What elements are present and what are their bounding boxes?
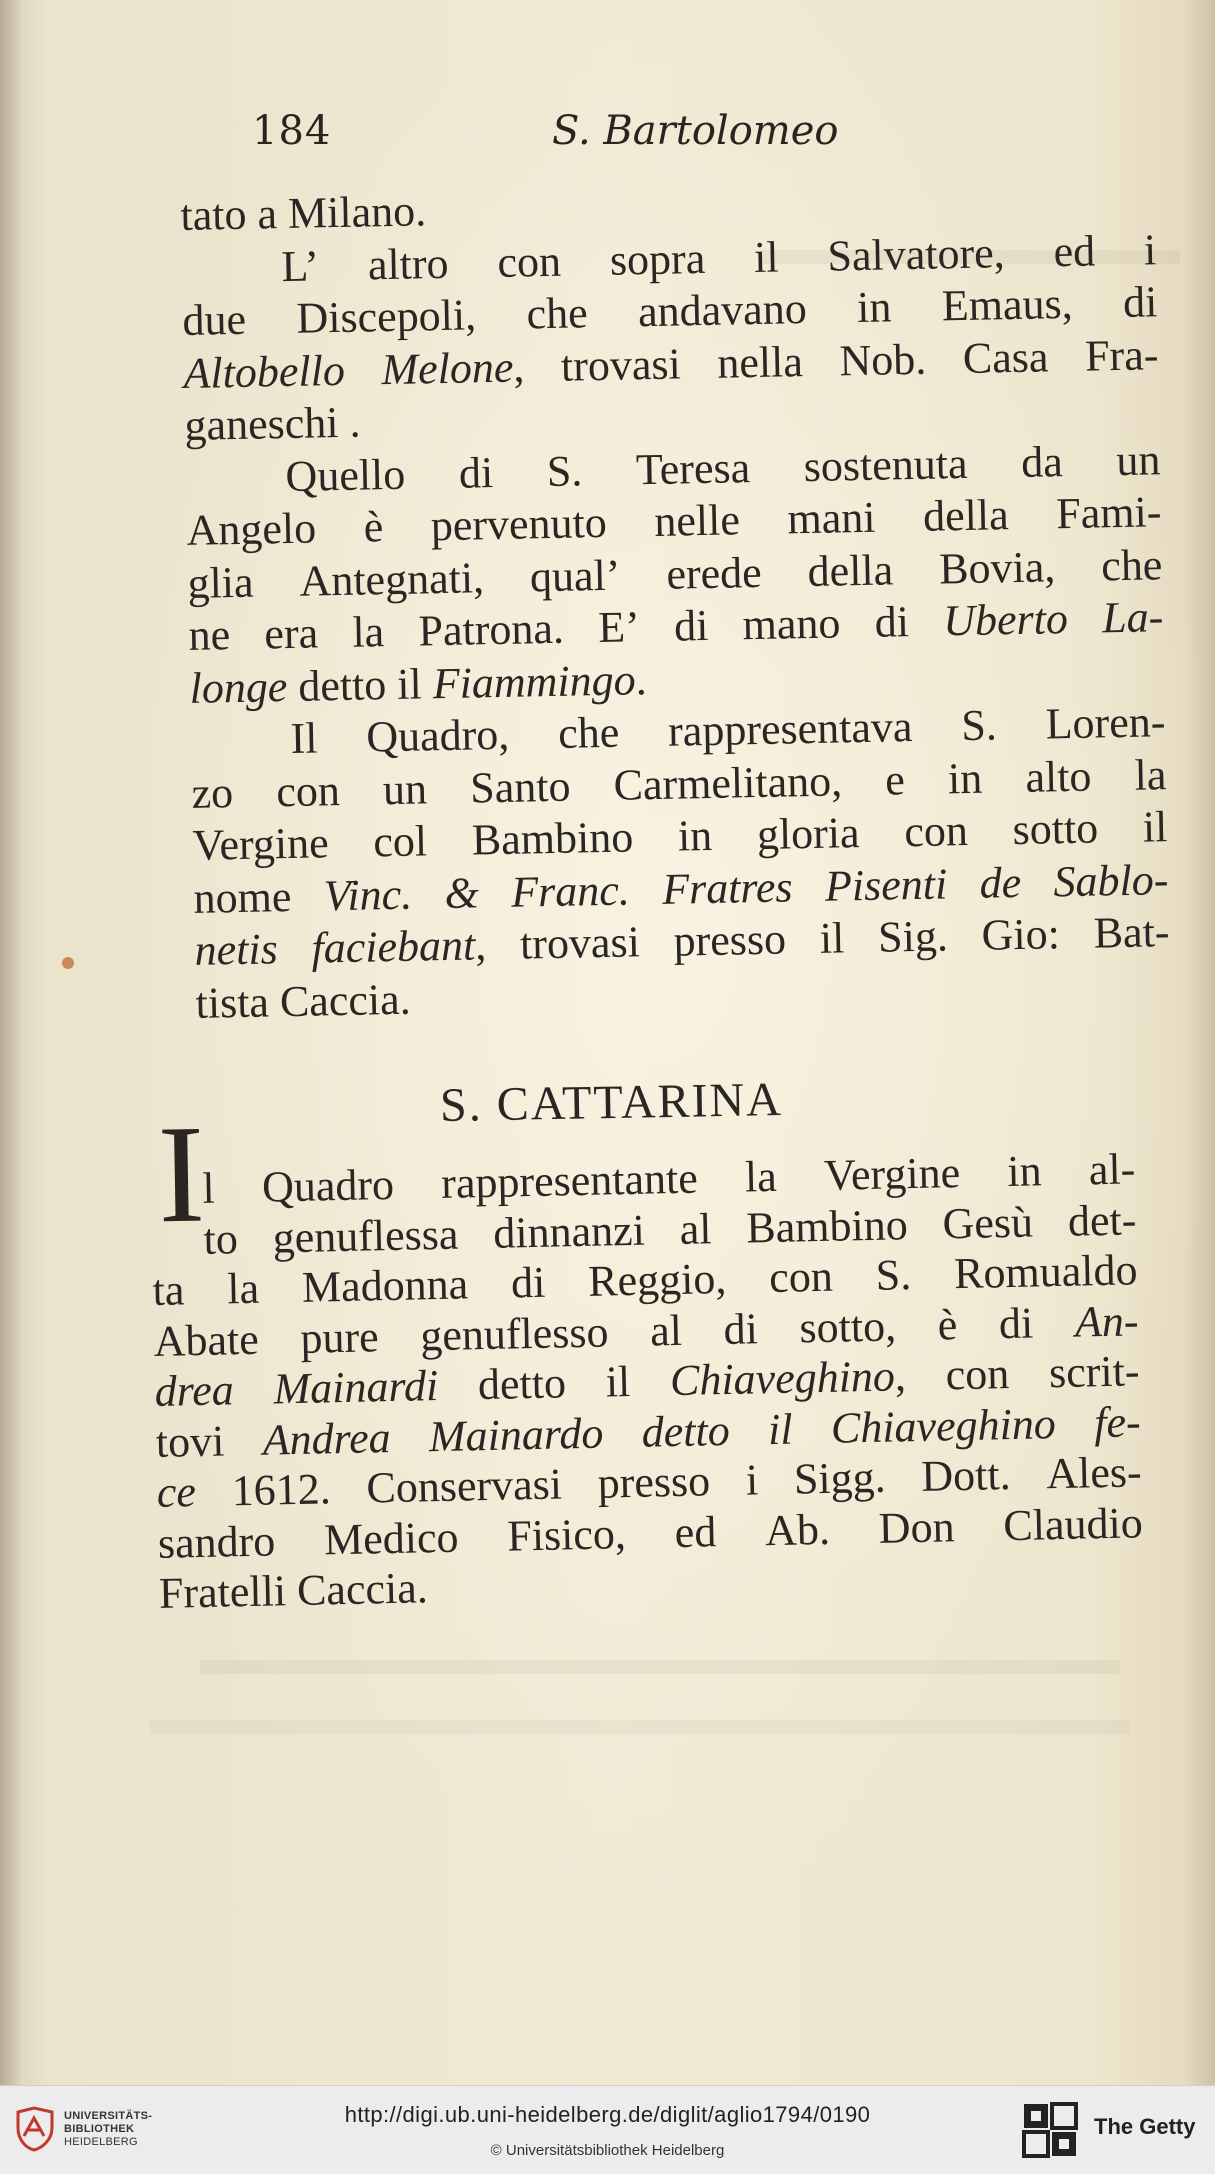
word: Teresa [635,442,751,494]
word: della [807,544,894,596]
word: , [993,227,1006,277]
word: della [922,490,1010,541]
word: mano [742,598,841,650]
word: a [256,189,278,239]
word: netis [194,924,279,975]
section-heading: S. CATTARINA [439,1073,784,1132]
word: , [894,1351,907,1401]
word: con [903,805,969,857]
word: Mainardi [273,1361,439,1414]
word: fe- [1093,1396,1142,1447]
word: la [744,1151,778,1202]
word: detto [297,659,387,711]
word: è [937,1299,958,1350]
word: che [526,288,589,339]
word: Claudio [1002,1497,1144,1550]
word: Dott. [920,1450,1012,1501]
word: Discepoli, [296,290,477,343]
word: con [945,1349,1010,1400]
word: di [998,1298,1034,1348]
word [827,227,1005,283]
word: che [557,707,620,758]
word: An- [1074,1295,1139,1347]
word: , [474,920,487,970]
word: tovi [155,1416,225,1467]
word: Chiaveghino [669,1351,896,1406]
word [381,341,525,396]
word: . [635,654,648,704]
word: il [396,658,423,709]
word: Quadro, [365,709,510,762]
word: Ab. [764,1504,831,1555]
word: da [1020,436,1064,487]
word: Romualdo [953,1245,1138,1299]
library-logo-line: BIBLIOTHEK [64,2123,135,2135]
word: Bovia, [938,541,1056,593]
word: al [649,1305,683,1356]
text-block-st-cattarina [150,1144,1144,1619]
word: di [673,600,709,651]
word: Quello [285,449,406,501]
word: con [275,765,341,816]
word: L’ [281,240,320,291]
library-logo-line: HEIDELBERG [64,2136,138,2148]
bleed-through-band [150,1700,1130,1734]
word: pure [299,1311,380,1363]
word: erede [665,547,763,599]
word: ganeschi [184,398,339,450]
word: nella [716,336,804,388]
getty-label[interactable]: The Getty [1094,2114,1196,2139]
library-logo-line: UNIVERSITÄTS- [64,2110,153,2122]
word: Fratres [661,861,793,914]
word: qual’ [529,550,621,601]
word: Fisico, [506,1508,627,1561]
word: Bat- [1093,907,1170,958]
word: faciebant [311,920,476,973]
word: de [979,857,1022,908]
word: Uberto [942,594,1069,646]
word: Gio: [981,909,1061,960]
word: i [745,1455,759,1505]
word: pervenuto [430,497,608,551]
word: in [677,810,713,861]
word: Sablo- [1053,854,1169,906]
word: Vergine [823,1148,961,1200]
running-head [252,108,1012,168]
word: Santo [469,761,571,813]
copyright-notice: © Universitätsbibliothek Heidelberg [490,2142,725,2159]
word: col [372,816,428,867]
word: ed [674,1506,717,1557]
word: rappresentante [440,1153,699,1208]
word: S. [875,1250,912,1300]
word: Emaus, [941,278,1074,331]
word: to [203,1213,239,1264]
word: Fratelli [158,1566,287,1618]
word: mani [787,492,876,544]
word: i [1143,224,1157,274]
page-number: 184 [252,108,332,154]
word: ed [1053,225,1096,276]
word: due [182,294,247,345]
word: detto [477,1358,567,1410]
text-block-st-bartolomeo [180,171,1171,1030]
word: con [496,236,562,287]
word: dinnanzi [492,1205,646,1258]
word: tato [180,189,247,240]
drop-cap: I [156,1096,206,1253]
word: Casa [962,331,1049,383]
word: Vinc. [323,869,413,920]
word: Madonna [301,1259,469,1312]
word: Sigg. [793,1452,887,1504]
word: Pisenti [824,858,948,911]
running-head-title: S. Bartolomeo [552,108,839,154]
viewer-footer [0,2085,1215,2174]
word: genuflessa [272,1209,459,1262]
word: Melone [380,342,514,394]
word: di [1122,277,1158,327]
word: che [1100,539,1163,590]
word: Fami- [1055,487,1162,539]
word: Abate [153,1314,260,1366]
word: sandro [157,1515,276,1568]
word: un [1115,434,1161,485]
word: al [679,1203,712,1254]
word: Conservasi [365,1459,563,1513]
word: Reggio, [587,1253,727,1306]
word: un [382,763,428,814]
word: presso [597,1456,711,1508]
permalink-url[interactable]: http://digi.ub.uni-heidelberg.de/diglit/aglio1794/0190 [344,2102,871,2127]
word: detto [641,1405,731,1457]
word: la [226,1263,260,1314]
word: sotto, [798,1300,897,1352]
word: gloria [756,808,861,860]
word: glia [187,557,254,608]
word: Caccia. [296,1563,429,1616]
word: il [753,232,780,282]
word: . [348,397,361,447]
word: 1612. [231,1464,332,1516]
word: genuflesso [419,1306,609,1360]
word: Angelo [186,503,317,555]
word: drea [154,1365,235,1416]
paper-stain [62,957,74,969]
word [311,919,487,975]
word: La- [1101,592,1164,643]
word: Loren- [1045,697,1166,749]
word: Caccia. [279,974,412,1026]
word: Chiaveghino [830,1398,1057,1453]
word: Franc. [510,864,631,917]
word: zo [191,767,234,818]
getty-logo-icon[interactable] [1022,2102,1078,2158]
word: nome [193,871,292,923]
word: il [1142,802,1168,852]
word: è [363,502,384,552]
word: di [510,1257,546,1308]
word: sostenuta [803,438,968,491]
word: sotto [1012,803,1099,855]
word: Il [290,713,318,763]
word: longe [189,661,288,713]
word: Gesù [942,1197,1034,1248]
word: Ales- [1045,1447,1143,1499]
word: altro [367,238,449,289]
word: scrit- [1048,1346,1140,1398]
word: al- [1088,1144,1136,1195]
word: Bambino [471,812,634,865]
word: S. [960,700,998,751]
word: di [458,447,494,498]
word: S. [546,445,583,496]
word: il [767,1404,794,1454]
word: ta [152,1265,185,1315]
word: la [351,607,385,657]
word: Medico [323,1512,459,1564]
word: andavano [637,283,808,337]
word: di [874,597,910,647]
word: Andrea [262,1412,392,1465]
bleed-through-band [200,1640,1120,1674]
word: presso [673,914,787,966]
word: Fiammingo [432,654,637,708]
word: Don [878,1501,956,1553]
word: Vergine [192,818,330,870]
word: in [947,753,983,803]
word: Nob. [839,334,927,385]
word: con [768,1251,834,1303]
word: Bambino [745,1199,909,1253]
word: rappresentava [667,702,913,756]
word: il [605,1356,631,1407]
word: nelle [653,495,741,546]
word: in [856,282,892,333]
word: in [1006,1146,1043,1197]
word: Altobello [183,345,346,398]
word: tista [195,976,270,1028]
word: ce [156,1467,197,1517]
word: alto [1024,751,1092,802]
word: era [263,608,319,659]
word: Quadro [261,1159,395,1212]
word: ne [188,610,231,660]
word: di [723,1303,759,1354]
word: & [444,867,480,918]
word: Salvatore [827,227,995,281]
word: det- [1067,1194,1137,1246]
word: Milano. [287,186,427,238]
word: , [512,341,525,392]
word: sopra [609,233,706,285]
word: il [819,913,845,963]
word: Fra- [1084,329,1159,381]
word: l [201,1163,216,1213]
word [670,1351,907,1406]
word: Antegnati, [299,552,485,606]
word: Mainardo [428,1408,604,1461]
word: trovasi [560,338,682,391]
word: E’ [597,602,641,653]
word: trovasi [519,917,641,969]
word: Carmelitano, [613,755,843,810]
word: Patrona. [418,603,565,656]
word: la [1134,749,1167,800]
word: e [884,754,906,805]
word: Sig. [877,911,949,962]
